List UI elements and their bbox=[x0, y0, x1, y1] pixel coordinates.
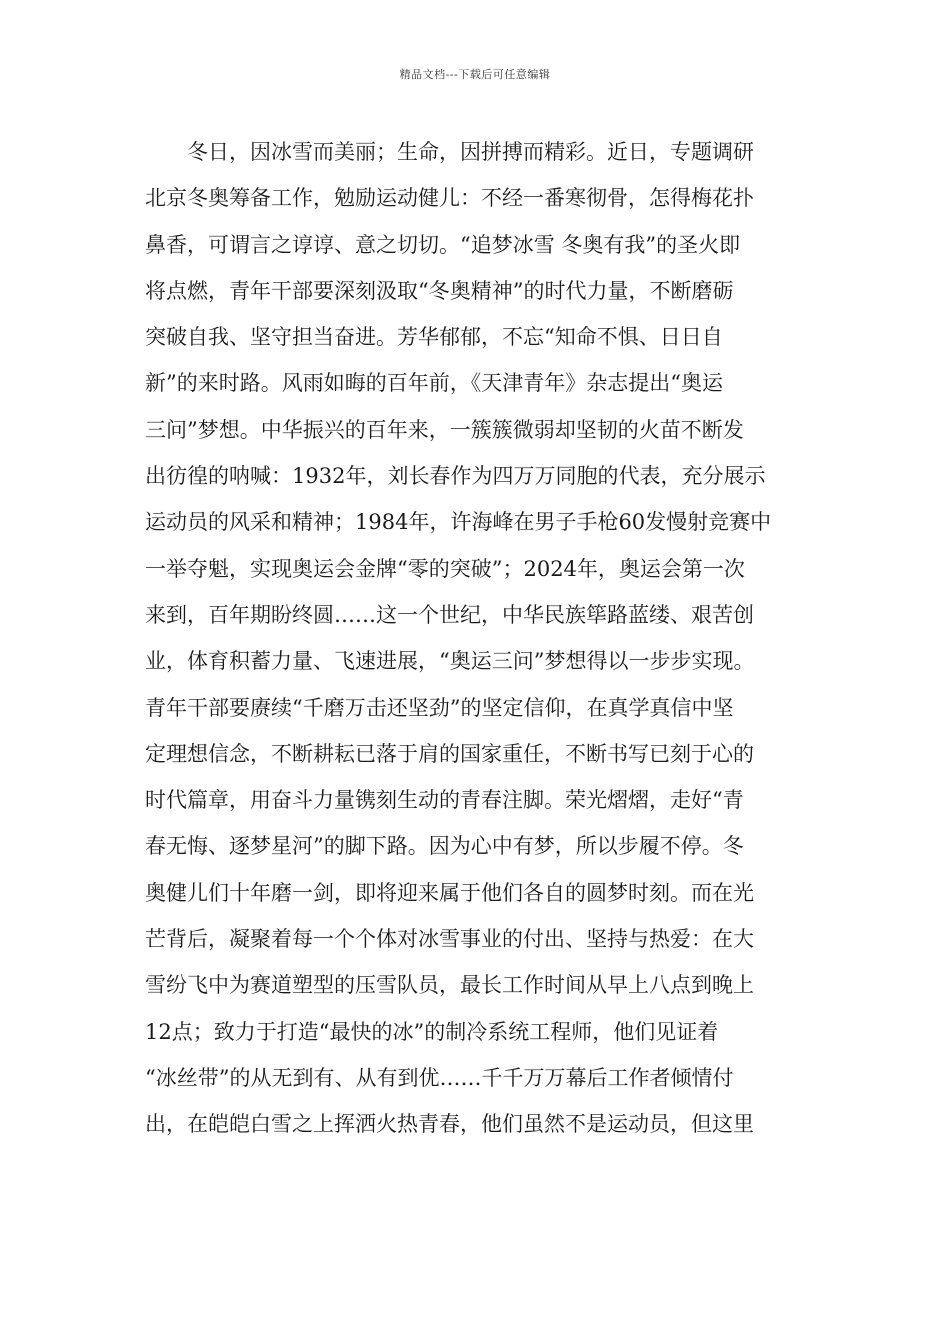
text-line: 出，在皑皑白雪之上挥洒火热青春，他们虽然不是运动员，但这里 bbox=[145, 1112, 754, 1137]
text-line: 运动员的风采和精神；1984年，许海峰在男子手枪60发慢射竞赛中 bbox=[145, 510, 772, 535]
text-line: 冬日，因冰雪而美丽；生命，因拼搏而精彩。近日，专题调研 bbox=[187, 140, 754, 164]
text-line: 时代篇章，用奋斗力量镌刻生动的青春注脚。荣光熠熠，走好“青 bbox=[145, 788, 744, 813]
text-line: 鼻香，可谓言之谆谆、意之切切。“追梦冰雪 冬奥有我”的圣火即 bbox=[145, 232, 741, 257]
text-line: 12点；致力于打造“最快的冰”的制冷系统工程师，他们见证着 bbox=[145, 1019, 719, 1044]
text-line: 业，体育积蓄力量、飞速进展，“奥运三问”梦想得以一步步实现。 bbox=[145, 649, 755, 674]
text-line: 芒背后，凝聚着每一个个体对冰雪事业的付出、坚持与热爱：在大 bbox=[145, 927, 754, 952]
text-line: 奥健儿们十年磨一剑，即将迎来属于他们各自的圆梦时刻。而在光 bbox=[145, 880, 754, 905]
text-line: 三问”梦想。中华振兴的百年来，一簇簇微弱却坚韧的火苗不断发 bbox=[145, 417, 744, 442]
text-line: 雪纷飞中为赛道塑型的压雪队员，最长工作时间从早上八点到晚上 bbox=[145, 973, 754, 998]
text-line: 来到，百年期盼终圆……这一个世纪，中华民族筚路蓝缕、艰苦创 bbox=[145, 602, 754, 627]
body-paragraph bbox=[145, 129, 805, 1148]
text-line: 北京冬奥筹备工作，勉励运动健儿：不经一番寒彻骨，怎得梅花扑 bbox=[145, 186, 754, 211]
text-line: 出彷徨的呐喊：1932年，刘长春作为四万万同胞的代表，充分展示 bbox=[145, 464, 766, 489]
page-header: 精品文档---下载后可任意编辑 bbox=[399, 68, 551, 81]
text-line: 春无悔、逐梦星河”的脚下路。因为心中有梦，所以步履不停。冬 bbox=[145, 834, 744, 859]
text-line: 青年干部要赓续“千磨万击还坚劲”的坚定信仰，在真学真信中坚 bbox=[145, 695, 734, 720]
text-line: 新”的来时路。风雨如晦的百年前，《天津青年》杂志提出“奥运 bbox=[145, 371, 723, 396]
text-line: 一举夺魁，实现奥运会金牌“零的突破”；2024年，奥运会第一次 bbox=[145, 556, 745, 581]
text-line: “冰丝带”的从无到有、从有到优……千千万万幕后工作者倾情付 bbox=[145, 1065, 734, 1090]
text-line: 将点燃，青年干部要深刻汲取“冬奥精神”的时代力量，不断磨砺 bbox=[145, 278, 734, 303]
text-line: 突破自我、坚守担当奋进。芳华郁郁，不忘“知命不惧、日日自 bbox=[145, 325, 723, 350]
text-line: 定理想信念，不断耕耘已落于肩的国家重任，不断书写已刻于心的 bbox=[145, 741, 754, 766]
